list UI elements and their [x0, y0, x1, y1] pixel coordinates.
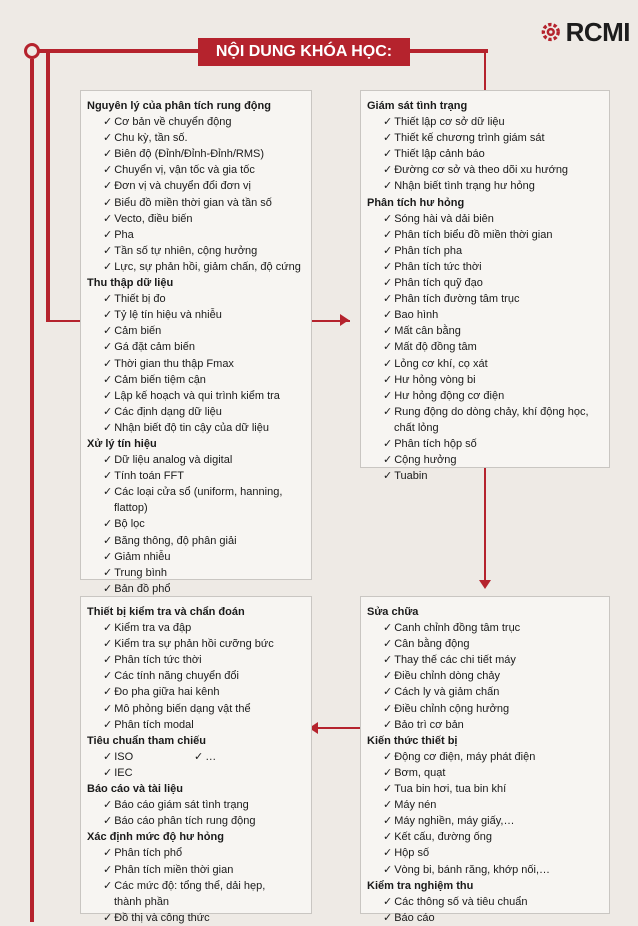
list-item: ✓ …: [178, 749, 269, 765]
gear-icon: [540, 19, 562, 45]
list-item: ✓ Dữ liệu analog và digital: [87, 452, 305, 468]
list-item: ✓ Vecto, điều biến: [87, 211, 305, 227]
list-item: ✓ Thiết lập cơ sở dữ liệu: [367, 114, 603, 130]
list-item: ✓ Kiểm tra va đập: [87, 620, 305, 636]
list-item: ✓ Phân tích đường tâm trục: [367, 291, 603, 307]
list-item: ✓ Thiết lập cảnh báo: [367, 146, 603, 162]
list-item: ✓ Rung động do dòng chảy, khí động học,: [367, 404, 603, 420]
list-item: ✓ Kết cấu, đường ống: [367, 829, 603, 845]
list-item: ✓ Phân tích pha: [367, 243, 603, 259]
list-item: ✓ Băng thông, độ phân giải: [87, 533, 305, 549]
list-item: ✓ Phân tích modal: [87, 717, 305, 733]
section-heading: Xác định mức độ hư hỏng: [87, 831, 224, 844]
list-item: ✓ Điều chỉnh dòng chảy: [367, 668, 603, 684]
list-item: ✓ Phân tích quỹ đạo: [367, 275, 603, 291]
list-item: ✓ Động cơ điện, máy phát điện: [367, 749, 603, 765]
list-item: ✓ Đường cơ sở và theo dõi xu hướng: [367, 162, 603, 178]
section-heading: Báo cáo và tài liệu: [87, 783, 183, 796]
list-item: ✓ Đo pha giữa hai kênh: [87, 684, 305, 700]
list-item: ✓ Bơm, quạt: [367, 765, 603, 781]
list-item: ✓ Cách ly và giảm chấn: [367, 684, 603, 700]
section-heading: Sửa chữa: [367, 606, 419, 618]
section-heading: Thu thập dữ liệu: [87, 277, 174, 290]
list-item: ✓ Gá đặt cảm biến: [87, 339, 305, 355]
list-item: ✓ Cân bằng động: [367, 636, 603, 652]
list-item: ✓ Máy nghiền, máy giấy,…: [367, 813, 603, 829]
list-item: ✓ Nhận biết tình trạng hư hỏng: [367, 178, 603, 194]
list-item: ✓ Tua bin hơi, tua bin khí: [367, 781, 603, 797]
list-item: ✓ Tần số tự nhiên, cộng hưởng: [87, 243, 305, 259]
list-item: ✓ Thay thế các chi tiết máy: [367, 652, 603, 668]
list-item: ✓ Đồ thị và công thức: [87, 910, 305, 926]
list-item-continuation: thành phần: [114, 895, 170, 908]
start-circle: [24, 43, 40, 59]
arrow-to-box2: [340, 314, 349, 326]
logo: [540, 16, 630, 48]
box-fundamentals: [80, 90, 312, 595]
list-item: ✓ Các thông số và tiêu chuẩn: [367, 894, 603, 910]
list-item: ✓ Thiết bị đo: [87, 291, 305, 307]
list-item: ✓ Phân tích miền thời gian: [87, 862, 305, 878]
list-item: ✓ Chu kỳ, tần số.: [87, 130, 305, 146]
list-item: ✓ Giảm nhiễu: [87, 549, 305, 565]
arrow-to-box4: [479, 580, 491, 589]
section-heading: Tiêu chuẩn tham chiếu: [87, 734, 206, 747]
list-item: ✓ Trung bình: [87, 565, 305, 581]
list-item: ✓ Chuyển vị, vận tốc và gia tốc: [87, 162, 305, 178]
list-item: ✓ Hộp số: [367, 845, 603, 861]
list-item: ✓ Sóng hài và dải biên: [367, 211, 603, 227]
list-item: ✓ Cơ bản về chuyển động: [87, 114, 305, 130]
list-item: ✓ Tỷ lệ tín hiệu và nhiễu: [87, 307, 305, 323]
list-item: ✓ Mô phỏng biến dạng vật thể: [87, 701, 305, 717]
section-heading: Giám sát tình trạng: [367, 100, 468, 112]
list-item: ✓ Nhận biết độ tin cậy của dữ liệu: [87, 420, 305, 436]
list-item: ✓ Mất cân bằng: [367, 323, 603, 339]
connector-title-right: [410, 49, 488, 53]
list-item: ✓ Bản đồ phổ: [87, 581, 305, 597]
list-item: ✓ Phân tích biểu đồ miền thời gian: [367, 227, 603, 243]
list-item: ✓ Thời gian thu thập Fmax: [87, 356, 305, 372]
list-item: ✓ Tuabin: [367, 468, 603, 484]
list-item: ✓ Thiết kế chương trình giám sát: [367, 130, 603, 146]
list-item: ✓ Kiểm tra sự phản hồi cưỡng bức: [87, 636, 305, 652]
connector-branch-left: [46, 49, 50, 322]
list-item: ✓ Hư hỏng vòng bi: [367, 372, 603, 388]
list-item: ✓ Các mức độ: tổng thể, dải hẹp,: [87, 878, 305, 894]
box-repair-knowledge: [360, 596, 610, 924]
list-item: ✓ Cộng hưởng: [367, 452, 603, 468]
list-item: ✓ Mất độ đồng tâm: [367, 339, 603, 355]
list-item: ✓ Lực, sự phản hồi, giảm chấn, độ cứng: [87, 259, 305, 275]
list-item: ✓ Phân tích phổ: [87, 845, 305, 861]
section-heading: Nguyên lý của phân tích rung động: [87, 100, 271, 112]
list-item: ✓ Biên độ (Đỉnh/Đỉnh-Đỉnh/RMS): [87, 146, 305, 162]
connector-top: [38, 49, 198, 53]
list-item: ✓ Lập kế hoạch và qui trình kiểm tra: [87, 388, 305, 404]
list-item: ✓ Cảm biến tiệm cận: [87, 372, 305, 388]
list-item: ✓ Máy nén: [367, 797, 603, 813]
list-item: ✓ Bao hình: [367, 307, 603, 323]
page-title: NỘI DUNG KHÓA HỌC:: [198, 38, 410, 66]
list-item: ✓ IEC: [87, 765, 305, 781]
list-item: ✓ Phân tích tức thời: [87, 652, 305, 668]
list-item: ✓ Vòng bi, bánh răng, khớp nối,…: [367, 862, 603, 878]
list-item: ✓ Biểu đồ miền thời gian và tần số: [87, 195, 305, 211]
list-item: ✓ Cảm biến: [87, 323, 305, 339]
list-item: ✓ Pha: [87, 227, 305, 243]
list-item: ✓ Hư hỏng động cơ điện: [367, 388, 603, 404]
list-item: ✓ Báo cáo: [367, 910, 603, 926]
list-item: ✓ Các tính năng chuyển đổi: [87, 668, 305, 684]
list-item: ✓ Các loại cửa sổ (uniform, hanning,: [87, 484, 305, 500]
box-testing-diagnostics: [80, 596, 312, 924]
logo-text: RCMI: [565, 16, 630, 47]
list-item: ✓ Điều chỉnh cộng hưởng: [367, 701, 603, 717]
list-item: ✓ Đơn vị và chuyển đổi đơn vị: [87, 178, 305, 194]
list-item-continuation: flattop): [114, 502, 148, 515]
section-heading: Thiết bị kiểm tra và chẩn đoán: [87, 606, 245, 618]
section-heading: Kiểm tra nghiệm thu: [367, 879, 474, 892]
list-item: ✓ Bảo trì cơ bản: [367, 717, 603, 733]
section-heading: Phân tích hư hỏng: [367, 196, 465, 209]
list-item: ✓ ISO: [87, 749, 178, 765]
standards-row: [87, 749, 305, 765]
list-item: ✓ Báo cáo phân tích rung động: [87, 813, 305, 829]
list-item: ✓ Bộ lọc: [87, 516, 305, 532]
connector-box4-to-box3: [318, 727, 360, 729]
box-condition-monitoring: [360, 90, 610, 483]
list-item: ✓ Phân tích hộp số: [367, 436, 603, 452]
list-item: ✓ Canh chỉnh đồng tâm trục: [367, 620, 603, 636]
list-item: ✓ Tính toán FFT: [87, 468, 305, 484]
list-item: ✓ Các định dạng dữ liệu: [87, 404, 305, 420]
section-heading: Xử lý tín hiệu: [87, 437, 157, 450]
section-heading: Kiến thức thiết bị: [367, 734, 458, 747]
list-item-continuation: chất lỏng: [394, 421, 439, 434]
list-item: ✓ Phân tích tức thời: [367, 259, 603, 275]
connector-left-vertical: [30, 59, 34, 922]
list-item: ✓ Báo cáo giám sát tình trạng: [87, 797, 305, 813]
list-item: ✓ Lỏng cơ khí, cọ xát: [367, 356, 603, 372]
